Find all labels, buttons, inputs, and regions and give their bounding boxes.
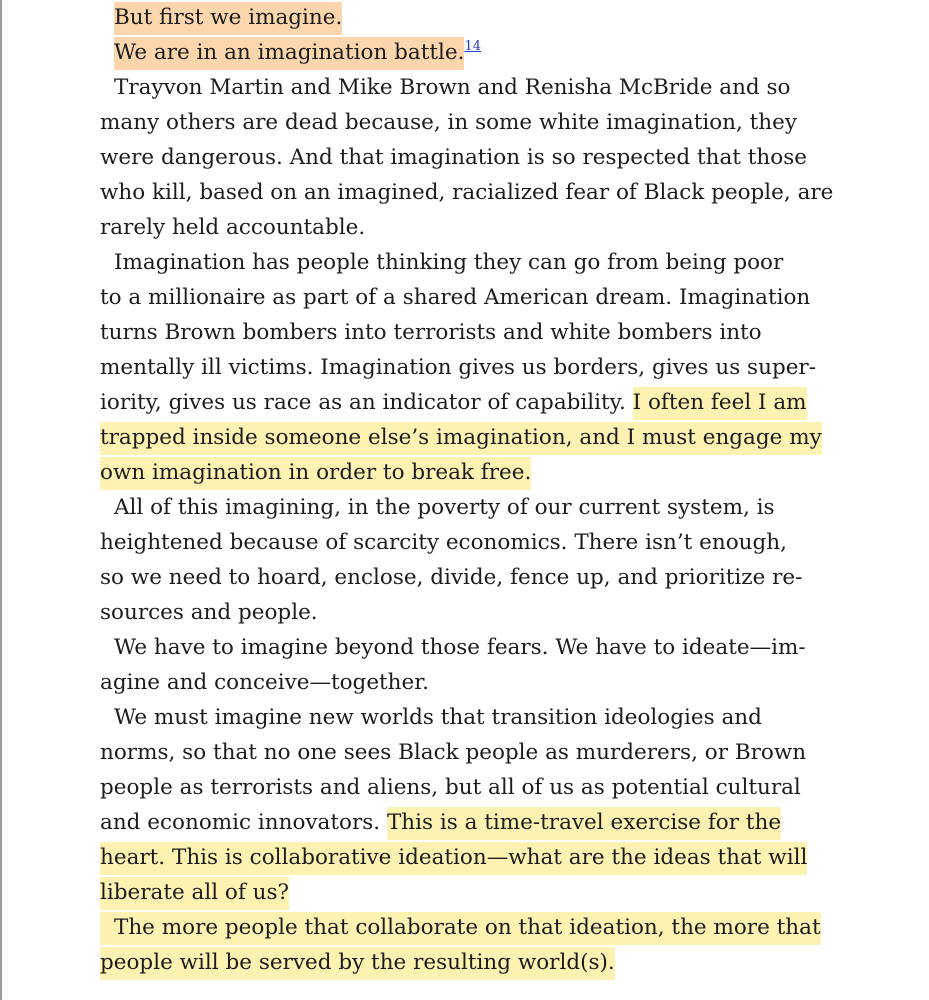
line-24 [100,805,781,840]
line-text: and economic innovators. [100,810,387,835]
line-27 [100,910,821,945]
line-12 [100,385,807,420]
line-16: heightened because of scarcity economics. There isn’t enough, [100,530,787,555]
line-10: turns Brown bombers into terrorists and white bombers into [100,320,762,345]
line-25 [100,840,807,875]
page-left-edge [0,0,2,1000]
highlight-yellow[interactable]: I often feel I am [633,387,807,420]
line-5: were dangerous. And that imagination is so respected that those [100,145,807,170]
line-28 [100,945,615,980]
highlight-yellow[interactable]: The more people that collaborate on that ideation, the more that [100,912,821,945]
line-15: All of this imagining, in the poverty of our current system, is [114,495,775,520]
line-19: We have to imagine beyond those fears. We have to ideate—im- [114,635,806,660]
line-14 [100,455,531,490]
line-26 [100,875,289,910]
line-22: norms, so that no one sees Black people as murderers, or Brown [100,740,807,765]
footnote-link[interactable]: 14 [464,39,481,54]
line-7: rarely held accountable. [100,215,366,240]
highlight-orange[interactable]: But first we imagine. [114,2,342,35]
line-11: mentally ill victims. Imagination gives us borders, gives us super- [100,355,816,380]
line-4: many others are dead because, in some white imagination, they [100,110,798,135]
line-13 [100,420,822,455]
highlight-orange[interactable]: We are in an imagination battle. [114,37,464,70]
line-2 [100,35,481,70]
line-20: agine and conceive—together. [100,670,429,695]
line-8: Imagination has people thinking they can go from being poor [114,250,784,275]
line-18: sources and people. [100,600,318,625]
line-9: to a millionaire as part of a shared American dream. Imagination [100,285,811,310]
highlight-yellow[interactable]: This is a time-travel exercise for the [387,807,781,840]
highlight-yellow[interactable]: heart. This is collaborative ideation—what are the ideas that will [100,842,807,875]
line-17: so we need to hoard, enclose, divide, fence up, and prioritize re- [100,565,803,590]
line-23: people as terrorists and aliens, but all of us as potential cultural [100,775,801,800]
line-1 [100,0,342,35]
line-text: iority, gives us race as an indicator of capability. [100,390,633,415]
highlight-yellow[interactable]: trapped inside someone else’s imagination, and I must engage my [100,422,822,455]
highlight-yellow[interactable]: people will be served by the resulting world(s). [100,947,615,980]
highlight-yellow[interactable]: liberate all of us? [100,877,289,910]
line-3: Trayvon Martin and Mike Brown and Renisha McBride and so [114,75,791,100]
line-6: who kill, based on an imagined, racialized fear of Black people, are [100,180,834,205]
highlight-yellow[interactable]: own imagination in order to break free. [100,457,531,490]
line-21: We must imagine new worlds that transition ideologies and [114,705,762,730]
